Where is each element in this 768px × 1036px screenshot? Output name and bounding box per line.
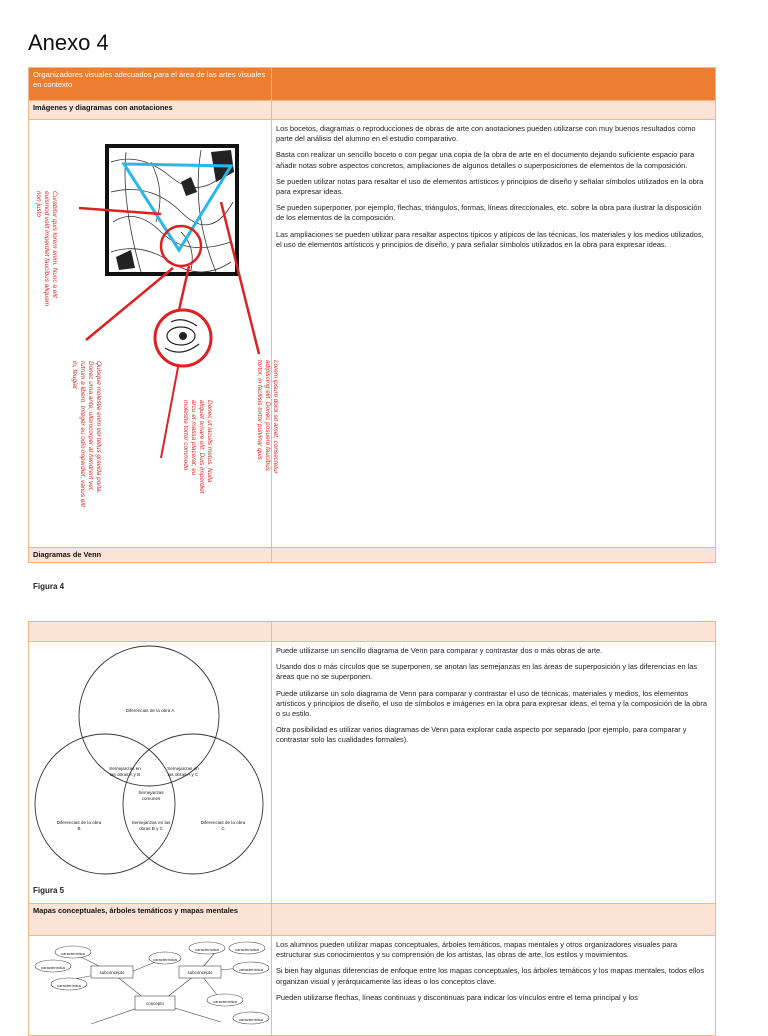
annotation-right: Lorem ipsum dolor sit amet, consectetur adipiscing elit. Donec posuere faucibus tortor, in facilisis tortor pulvinar quis bbox=[256, 360, 279, 474]
map-characteristic: característica bbox=[57, 983, 81, 988]
map-characteristic: característica bbox=[195, 947, 219, 952]
paragraph: Se pueden utilizar notas para resaltar el uso de elementos artísticos y principios de diseño y señalar símbolos utilizados en la obra para expresar ideas. bbox=[276, 176, 704, 197]
venn-label-abc: Semejanzas comunes bbox=[138, 790, 164, 801]
organizers-table-1 bbox=[28, 67, 716, 591]
paragraph: Otra posibilidad es utilizar varios diagramas de Venn para explorar cada aspecto por separado (por ejemplo, para comparar y contrastar solo las cualidades formales). bbox=[276, 725, 687, 745]
figure-5-caption: Figura 5 bbox=[33, 886, 65, 895]
row-title-concept-maps: Mapas conceptuales, árboles temáticos y mapas mentales bbox=[29, 904, 272, 936]
row-title-venn: Diagramas de Venn bbox=[29, 548, 272, 563]
venn-label-a: Diferencias de la obra A bbox=[125, 708, 175, 713]
organizers-table-2 bbox=[28, 621, 716, 1036]
figure-4-caption: Figura 4 bbox=[33, 582, 65, 591]
annotated-artwork-diagram bbox=[31, 122, 271, 522]
venn-diagram bbox=[31, 644, 271, 884]
paragraph: Basta con realizar un sencillo boceto o con pegar una copia de la obra de arte en el documento dejando suficiente espacio para añadir notas sobre aspectos concretos, ampliaciones de algunos detalles o superposiciones de elementos de la composición. bbox=[276, 150, 695, 170]
annotated-description bbox=[272, 120, 716, 548]
paragraph: Pueden utilizarse flechas, líneas continuas y discontinuas para indicar los vínculos entre el tema principal y los bbox=[276, 992, 638, 1002]
row-title-annotated: Imágenes y diagramas con anotaciones bbox=[29, 101, 272, 120]
paragraph: Las ampliaciones se pueden utilizar para resaltar aspectos típicos y atípicos de las técnicas, los materiales y los medios utilizados, el uso de elementos artísticos y principios de diseño, y para señalar símbolos utilizados en la obra para expresar ideas. bbox=[276, 229, 704, 249]
map-main-concept: concepto bbox=[146, 1001, 164, 1006]
paragraph: Se pueden superponer, por ejemplo, flechas, triángulos, formas, líneas direccionales, etc. sobre la obra para ilustrar la disposición de los elementos de la composición. bbox=[276, 203, 702, 223]
paragraph: Puede utilizarse un sencillo diagrama de Venn para comparar y contrastar dos o más obras de arte. bbox=[276, 646, 603, 655]
table-header: Organizadores visuales adecuados para el área de las artes visuales en contexto bbox=[29, 68, 272, 101]
map-characteristic: característica bbox=[61, 951, 85, 956]
map-sub-concept-right: subconcepto bbox=[187, 970, 213, 975]
figure-5-cell bbox=[29, 642, 272, 904]
annotation-left: Curabitur quis lorem enim. Nunc a elit euismod velit imperdiet faucibus aliquam non justo bbox=[35, 191, 58, 307]
map-characteristic: característica bbox=[41, 965, 65, 970]
map-characteristic: característica bbox=[235, 947, 259, 952]
paragraph: Puede utilizarse un solo diagrama de Venn para comparar y contrastar el uso de técnicas, materiales y medios, los elementos artísticos y principios de diseño, el uso de símbolos e imágenes en la obra para expresar ideas, el tema y la composición de la obra o su estilo. bbox=[276, 688, 707, 719]
map-characteristic: característica bbox=[213, 999, 237, 1004]
concept-map-description bbox=[272, 936, 716, 1036]
concept-map-cell bbox=[29, 936, 272, 1036]
annotation-center: Donec ut iaculis metus. Nulla aliquet ornare elit. Duis imperdiet arcu et massa placerat, eu molestie tortor commodo bbox=[182, 400, 213, 494]
paragraph: Usando dos o más círculos que se superponen, se anotan las semejanzas en las áreas de superposición y las diferencias en las áreas que no se superponen. bbox=[276, 662, 698, 682]
venn-label-ac: Semejanzas en las obras A y C bbox=[167, 766, 199, 777]
map-characteristic: característica bbox=[239, 967, 263, 972]
map-sub-concept-left: subconcepto bbox=[99, 970, 125, 975]
venn-label-bc: Semejanzas en las obras B y C bbox=[131, 820, 171, 831]
paragraph: Los alumnos pueden utilizar mapas conceptuales, árboles temáticos, mapas mentales y otros organizadores visuales para estructurar sus conocimientos y su comprensión de los artistas, las obras de arte, los estilos y movimientos. bbox=[276, 940, 677, 960]
paragraph: Los bocetos, diagramas o reproducciones de obras de arte con anotaciones pueden utilizarse con muy buenos resultados como parte del análisis del alumno en el estudio comparativo. bbox=[276, 124, 696, 144]
paragraph: Si bien hay algunas diferencias de enfoque entre los mapas conceptuales, los árboles temáticos y los mapas mentales, todos ellos organizan visual y jerárquicamente las ideas o los conceptos clave. bbox=[276, 966, 705, 986]
page-title: Anexo 4 bbox=[28, 30, 109, 55]
map-characteristic: característica bbox=[153, 957, 177, 962]
venn-label-c: Diferencias de la obra C bbox=[200, 820, 246, 831]
venn-label-b: Diferencias de la obra B bbox=[56, 820, 102, 831]
map-characteristic: característica bbox=[239, 1017, 263, 1022]
annotation-middle: Quisque molestie enim vel tellus gravida porta. Donec urna ante, ullamcorper at hendrerit vel, rutrum a libero. Integer eu odio imperdiet, varius elit in, feugiat bbox=[71, 361, 102, 507]
venn-label-ab: Semejanzas en las obras A y B bbox=[109, 766, 141, 777]
venn-description bbox=[272, 642, 716, 904]
